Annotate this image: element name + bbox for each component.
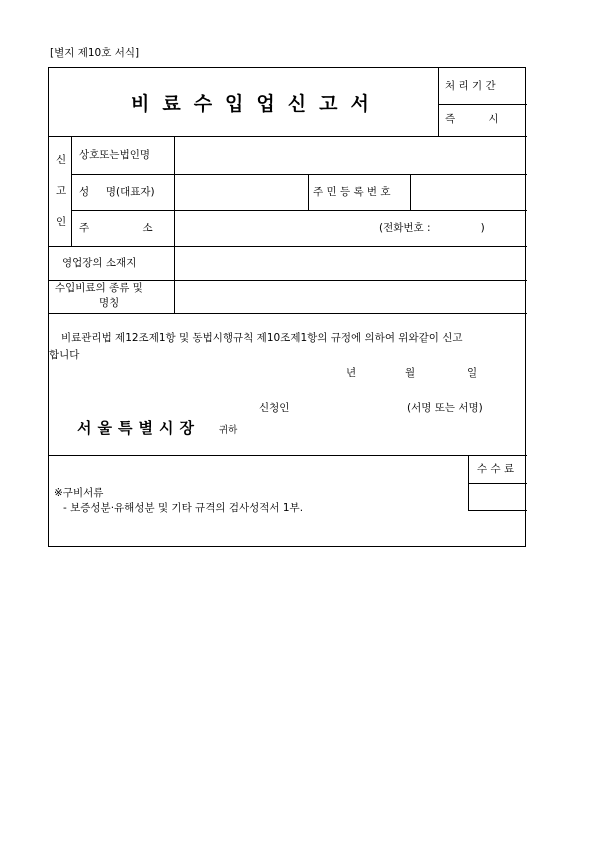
divider xyxy=(49,246,527,247)
divider xyxy=(468,455,469,510)
fee-label: 수 수 료 xyxy=(477,463,515,475)
divider xyxy=(438,104,527,105)
resident-number-label: 주 민 등 록 번 호 xyxy=(313,186,391,198)
divider xyxy=(71,210,527,211)
divider xyxy=(49,455,527,456)
divider xyxy=(71,174,527,175)
divider xyxy=(174,136,175,313)
recipient-mayor: 서울특별시장 xyxy=(77,419,200,437)
business-location-label: 영업장의 소재지 xyxy=(62,257,137,269)
date-year: 년 xyxy=(346,367,357,379)
processing-period-value: 즉 시 xyxy=(445,113,499,125)
address-label: 주 소 xyxy=(79,222,153,234)
divider xyxy=(468,483,527,484)
date-month: 월 xyxy=(405,367,416,379)
recipient-suffix: 귀하 xyxy=(219,425,238,436)
signature-label: (서명 또는 서명) xyxy=(407,402,483,414)
business-name-label: 상호또는법인명 xyxy=(79,149,151,161)
form-number: [별지 제10호 서식] xyxy=(50,47,140,59)
required-docs-label: ※구비서류 xyxy=(54,487,104,499)
processing-period-label: 처 리 기 간 xyxy=(445,80,496,92)
form-title: 비료수입업신고서 xyxy=(131,93,382,115)
applicant-group-char: 고 xyxy=(56,185,67,197)
divider xyxy=(71,136,72,246)
fertilizer-import-report-form xyxy=(48,67,526,547)
divider xyxy=(49,313,527,314)
phone-label: (전화번호 : ) xyxy=(379,222,485,234)
date-day: 일 xyxy=(467,367,478,379)
divider xyxy=(308,174,309,210)
import-fertilizer-label: 명칭 xyxy=(99,297,120,309)
required-docs-item: - 보증성분·유해성분 및 기타 규격의 검사성적서 1부. xyxy=(63,502,304,514)
statement-text: 합니다 xyxy=(49,349,80,361)
divider xyxy=(410,174,411,210)
applicant-label: 신청인 xyxy=(259,402,290,414)
divider xyxy=(49,136,527,137)
import-fertilizer-label: 수입비료의 종류 및 xyxy=(55,282,143,294)
statement-text: 비료관리법 제12조제1항 및 동법시행규칙 제10조제1항의 규정에 의하여 위와같이 신고 xyxy=(61,332,463,344)
divider xyxy=(468,510,527,511)
applicant-group-char: 신 xyxy=(56,154,67,166)
name-label: 성 명(대표자) xyxy=(79,186,155,198)
applicant-group-char: 인 xyxy=(56,216,67,228)
divider xyxy=(438,68,439,136)
